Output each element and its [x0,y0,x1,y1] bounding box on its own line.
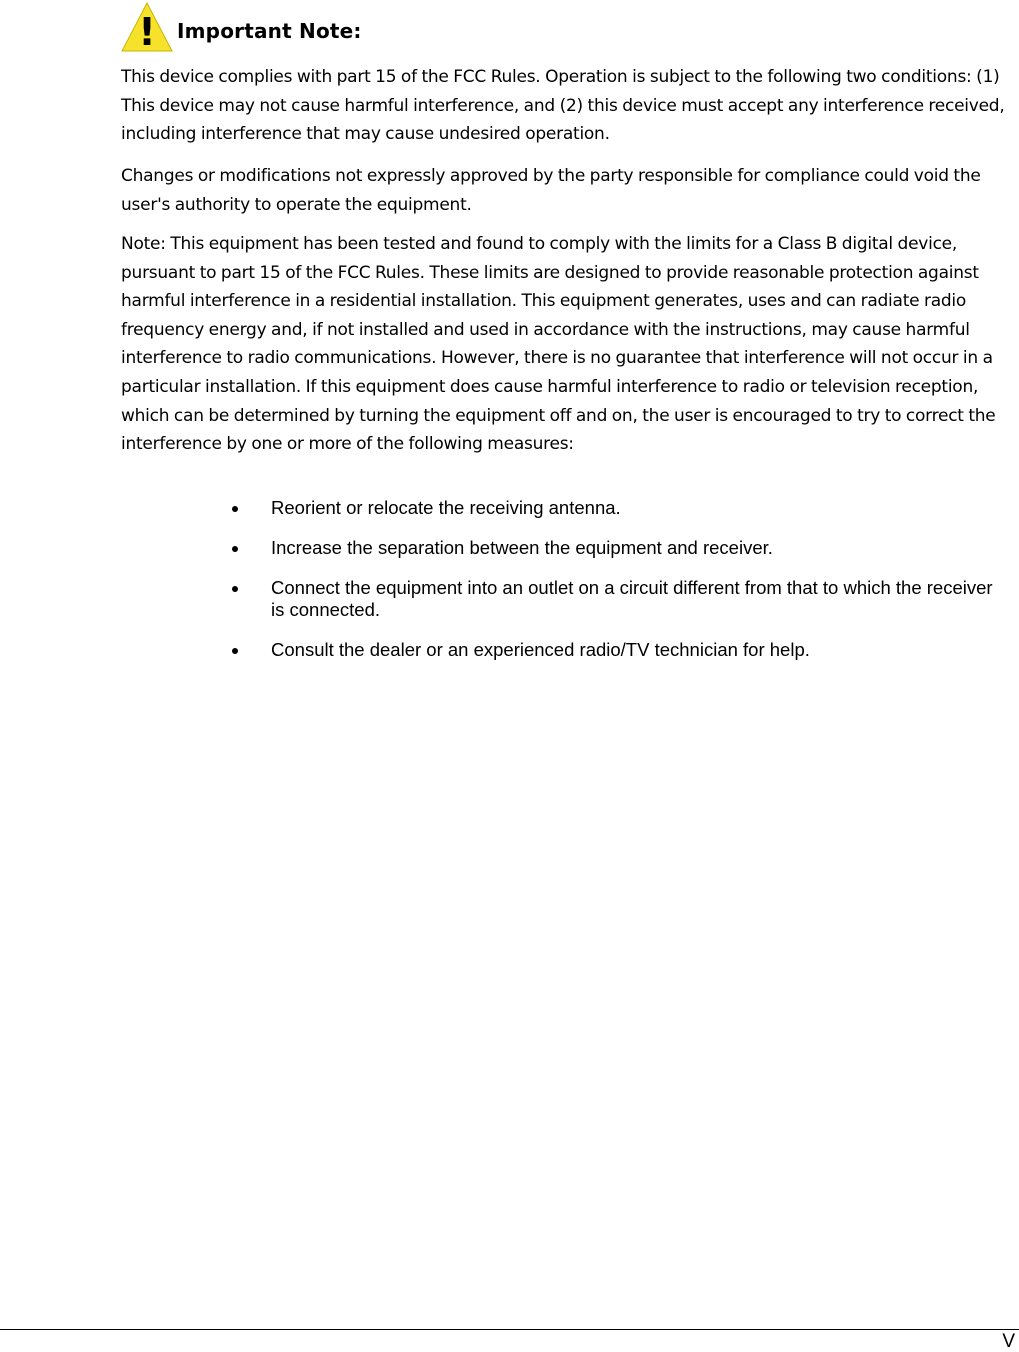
warning-icon [121,2,173,52]
fcc-compliance-paragraph: This device complies with part 15 of the FCC Rules. Operation is subject to the following two conditions: (1) This device may not cause harmful interference, and (2) this device must accept any interference received, including interference that may cause undesired operation. [121,67,1005,145]
measure-text: Consult the dealer or an experienced radio/TV technician for help. [271,639,810,660]
list-item [229,577,1009,621]
bullet-icon [232,586,238,592]
note-title: Important Note: [177,19,362,43]
list-item [229,639,1009,661]
modifications-warning-paragraph: Changes or modifications not expressly approved by the party responsible for compliance could void the user's authority to operate the equipment. [121,166,981,215]
list-item [229,537,1009,559]
footer-divider [0,1329,1019,1330]
class-b-note-paragraph: Note: This equipment has been tested and found to comply with the limits for a Class B digital device, pursuant to part 15 of the FCC Rules. These limits are designed to provide reasonable protection against harmful interference in a residential installation. This equipment generates, uses and can radiate radio frequency energy and, if not installed and used in accordance with the instructions, may cause harmful interference to radio communications. However, there is no guarantee that interference will not occur in a particular installation. If this equipment does cause harmful interference to radio or television reception, which can be determined by turning the equipment off and on, the user is encouraged to try to correct the interference by one or more of the following measures: [121,234,996,455]
bullet-icon [232,506,238,512]
bullet-icon [232,648,238,654]
page-number: V [1002,1331,1015,1352]
bullet-icon [232,546,238,552]
measure-text: Increase the separation between the equipment and receiver. [271,537,773,558]
important-note-header [121,2,362,52]
warning-mark: ! [138,10,156,52]
measure-text: Connect the equipment into an outlet on a circuit different from that to which the receiver is connected. [271,577,993,620]
measures-list [229,497,1009,679]
measure-text: Reorient or relocate the receiving antenna. [271,497,621,518]
list-item [229,497,1009,519]
